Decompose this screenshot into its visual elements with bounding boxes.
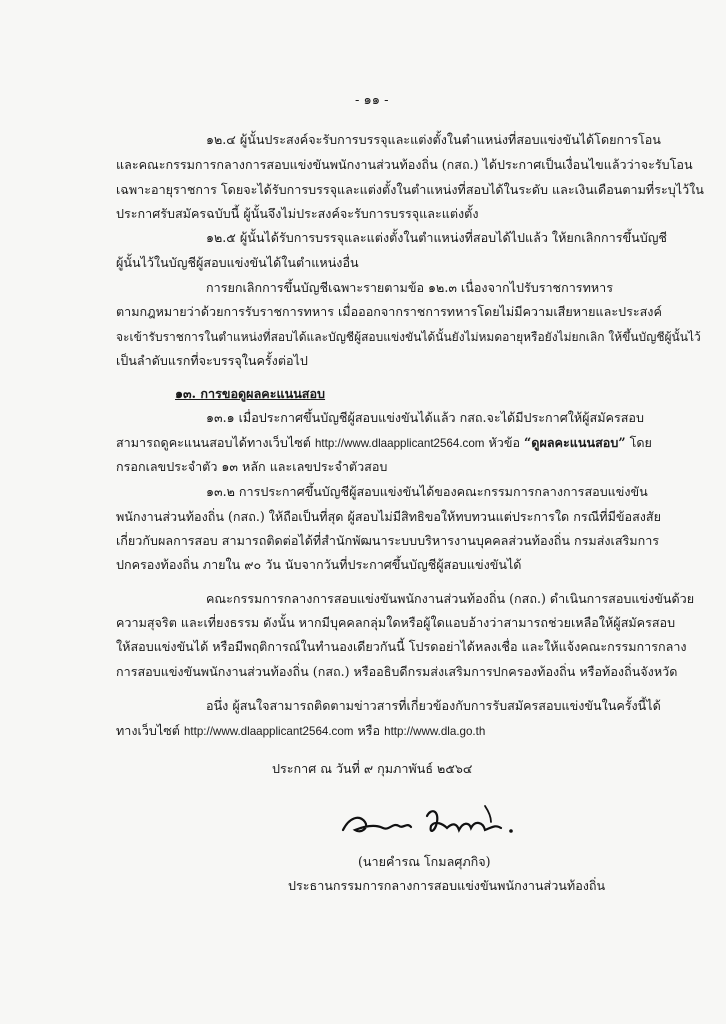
news-para-line2 — [116, 722, 485, 741]
clause-13-1-text-c: โดย — [629, 435, 652, 450]
clause-12-4-line4: ประกาศรับสมัครฉบับนี้ ผู้นั้นจึงไม่ประสงค์จะรับการบรรจุและแต่งตั้ง — [116, 206, 479, 221]
dla-website-link[interactable]: http://www.dla.go.th — [384, 725, 486, 738]
signature — [335, 800, 525, 842]
clause-13-2-line3: เกี่ยวกับผลการสอบ สามารถติดต่อได้ที่สำนักพัฒนาระบบบริหารงานบุคคลส่วนท้องถิ่น กรมส่งเสริมการ — [116, 533, 660, 548]
clause-13-1-text-b: หัวข้อ — [488, 435, 521, 450]
news-para-line1: อนึ่ง ผู้สนใจสามารถติดตามข่าวสารที่เกี่ยวข้องกับการรับสมัครสอบแข่งขันในครั้งนี้ได้ — [206, 698, 661, 713]
page-number: - ๑๑ - — [355, 93, 389, 108]
clause-13-2-line2: พนักงานส่วนท้องถิ่น (กสถ.) ให้ถือเป็นที่สุด ผู้สอบไม่มีสิทธิขอให้ทบทวนแต่ประการใด กรณีที่มีข้อสงสัย — [116, 509, 661, 524]
results-website-link[interactable]: http://www.dlaapplicant2564.com — [314, 437, 485, 450]
integrity-para-line1: คณะกรรมการกลางการสอบแข่งขันพนักงานส่วนท้องถิ่น (กสถ.) ดำเนินการสอบแข่งขันด้วย — [206, 591, 695, 606]
integrity-para-line3: ให้สอบแข่งขันได้ หรือมีพฤติการณ์ในทำนองเดียวกันนี้ โปรดอย่าได้หลงเชื่อ และให้แจ้งคณะกรรมการกลาง — [116, 639, 687, 654]
signer-title: ประธานกรรมการกลางการสอบแข่งขันพนักงานส่วนท้องถิ่น — [288, 878, 606, 893]
announcement-date: ประกาศ ณ วันที่ ๙ กุมภาพันธ์ ๒๕๖๔ — [272, 761, 473, 776]
section-13-heading: ๑๓. การขอดูผลคะแนนสอบ — [175, 386, 326, 401]
clause-13-1-text-a: สามารถดูคะแนนสอบได้ทางเว็บไซต์ — [116, 435, 311, 450]
clause-13-2-line4: ปกครองท้องถิ่น ภายใน ๙๐ วัน นับจากวันที่ประกาศขึ้นบัญชีผู้สอบแข่งขันได้ — [116, 557, 522, 572]
cancel-para-line4: เป็นลำดับแรกที่จะบรรจุในครั้งต่อไป — [116, 353, 308, 368]
clause-12-5-line1: ๑๒.๕ ผู้นั้นได้รับการบรรจุและแต่งตั้งในตำแหน่งที่สอบได้ไปแล้ว ให้ยกเลิกการขึ้นบัญชี — [206, 230, 667, 245]
cancel-para-line1: การยกเลิกการขึ้นบัญชีเฉพาะรายตามข้อ ๑๒.๓ เนื่องจากไปรับราชการทหาร — [206, 280, 614, 295]
clause-12-4-line3: เฉพาะอายุราชการ โดยจะได้รับการบรรจุและแต่งตั้งในตำแหน่งที่สอบได้ในระดับ และเงินเดือนตามที่ระบุไว้ใน — [116, 182, 704, 197]
applicant-website-link[interactable]: http://www.dlaapplicant2564.com — [183, 725, 354, 738]
clause-13-1-line3: กรอกเลขประจำตัว ๑๓ หลัก และเลขประจำตัวสอบ — [116, 459, 388, 474]
integrity-para-line2: ความสุจริต และเที่ยงธรรม ดังนั้น หากมีบุคคลกลุ่มใดหรือผู้ใดแอบอ้างว่าสามารถช่วยเหลือให้ผู้สมัครสอบ — [116, 615, 676, 630]
clause-12-4-line2: และคณะกรรมการกลางการสอบแข่งขันพนักงานส่วนท้องถิ่น (กสถ.) ได้ประกาศเป็นเงื่อนไขแล้วว่าจะรับโอน — [116, 157, 693, 172]
signer-name: (นายคำรณ โกมลศุภกิจ) — [358, 854, 491, 869]
integrity-para-line4: การสอบแข่งขันพนักงานส่วนท้องถิ่น (กสถ.) หรืออธิบดีกรมส่งเสริมการปกครองท้องถิ่น หรือท้องถิ่นจังหวัด — [116, 664, 678, 679]
clause-12-5-line2: ผู้นั้นไว้ในบัญชีผู้สอบแข่งขันได้ในตำแหน่งอื่น — [116, 255, 359, 270]
signature-drawing — [335, 800, 525, 842]
cancel-para-line3: จะเข้ารับราชการในตำแหน่งที่สอบได้และบัญชีผู้สอบแข่งขันได้นั้นยังไม่หมดอายุหรือยังไม่ยกเลิก ให้ขึ้นบัญชีผู้นั้นไว้ — [116, 330, 701, 344]
cancel-para-line2: ตามกฎหมายว่าด้วยการรับราชการทหาร เมื่อออกจากราชการทหารโดยไม่มีความเสียหายและประสงค์ — [116, 304, 662, 319]
clause-13-2-line1: ๑๓.๒ การประกาศขึ้นบัญชีผู้สอบแข่งขันได้ของคณะกรรมการกลางการสอบแข่งขัน — [206, 484, 648, 499]
clause-13-1-line2 — [116, 434, 652, 453]
view-scores-topic: “ดูผลคะแนนสอบ” — [524, 435, 626, 450]
clause-13-1-line1: ๑๓.๑ เมื่อประกาศขึ้นบัญชีผู้สอบแข่งขันได้แล้ว กสถ.จะได้มีประกาศให้ผู้สมัครสอบ — [206, 410, 644, 425]
clause-12-4-line1: ๑๒.๔ ผู้นั้นประสงค์จะรับการบรรจุและแต่งตั้งในตำแหน่งที่สอบแข่งขันได้โดยการโอน — [206, 132, 661, 147]
news-para-text-a: ทางเว็บไซต์ — [116, 723, 180, 738]
news-para-text-b: หรือ — [357, 723, 381, 738]
